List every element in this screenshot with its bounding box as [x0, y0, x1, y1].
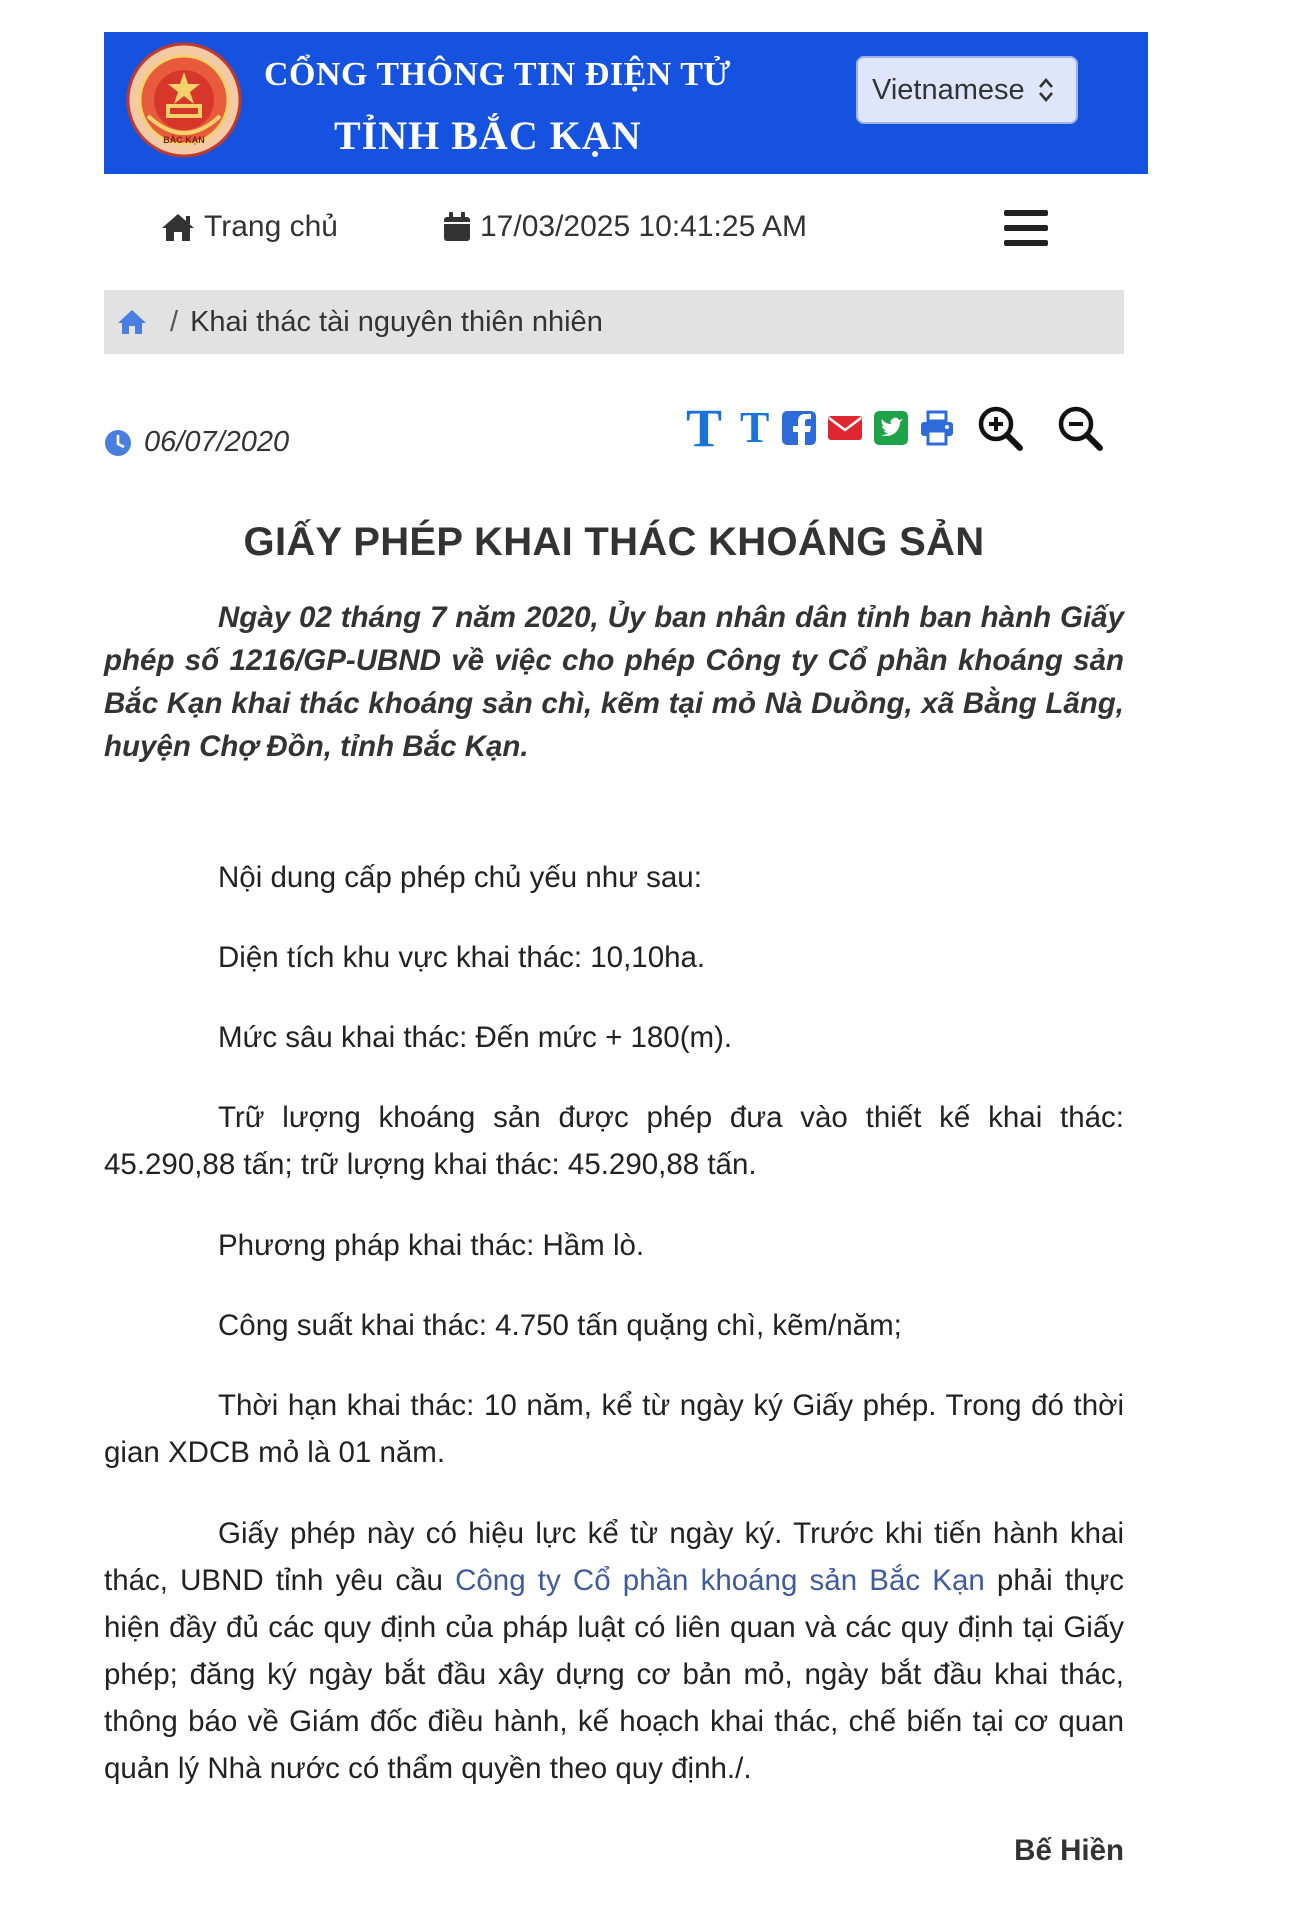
breadcrumb [104, 290, 1124, 354]
province-seal-logo[interactable] [126, 42, 242, 158]
article-title: GIẤY PHÉP KHAI THÁC KHOÁNG SẢN [243, 520, 985, 564]
hamburger-icon[interactable] [1004, 208, 1048, 248]
publish-date [104, 426, 289, 459]
article-paragraph: Trữ lượng khoáng sản được phép đưa vào thiết kế khai thác: 45.290,88 tấn; trữ lượng khai thác: 45.290,88 tấn. [104, 1101, 1124, 1181]
article-paragraph-final [104, 1510, 1124, 1792]
font-increase-button[interactable]: T [686, 398, 723, 458]
zoom-out-icon[interactable] [1057, 405, 1103, 451]
article-paragraph: Thời hạn khai thác: 10 năm, kể từ ngày ký Giấy phép. Trong đó thời gian XDCB mỏ là 01 năm. [104, 1389, 1124, 1469]
paragraph-text: Giấy phép này có hiệu lực kể từ ngày ký. Trước khi tiến hành khai thác, UBND tỉnh yêu cầu [104, 1517, 1124, 1597]
article-paragraph: Phương pháp khai thác: Hầm lò. [218, 1229, 645, 1262]
article-lead: Ngày 02 tháng 7 năm 2020, Ủy ban nhân dân tỉnh ban hành Giấy phép số 1216/GP-UBND về việc cho phép Công ty Cổ phần khoáng sản Bắc Kạn khai thác khoáng sản chì, kẽm tại mỏ Nà Duồng, xã Bằng Lãng, huyện Chợ Đồn, tỉnh Bắc Kạn. [104, 601, 1124, 763]
home-link[interactable] [160, 210, 338, 244]
article-paragraph: Mức sâu khai thác: Đến mức + 180(m). [218, 1021, 733, 1054]
article-paragraph: Công suất khai thác: 4.750 tấn quặng chì, kẽm/năm; [218, 1309, 902, 1342]
publish-date-text: 06/07/2020 [144, 426, 290, 458]
paragraph-text: phải thực hiện đầy đủ các quy định của pháp luật có liên quan và các quy định tại Giấy phép; đăng ký ngày bắt đầu xây dựng cơ bản mỏ, ngày bắt đầu khai thác, thông báo về Giám đốc điều hành, kế hoạch khai thác, chế biến tại cơ quan quản lý Nhà nước có thẩm quyền theo quy định./. [104, 1564, 1124, 1785]
seal-caption: BẮC KẠN [163, 135, 205, 145]
current-datetime [442, 210, 807, 244]
portal-name: CỔNG THÔNG TIN ĐIỆN TỬ [264, 56, 731, 93]
home-label: Trang chủ [204, 210, 338, 243]
language-select[interactable] [856, 56, 1078, 124]
font-decrease-button[interactable]: T [740, 403, 770, 452]
province-name: TỈNH BẮC KẠN [334, 113, 642, 158]
email-icon[interactable] [827, 410, 863, 446]
site-header [104, 32, 1148, 174]
top-nav [104, 200, 1148, 264]
article-tools [686, 400, 1125, 456]
zoom-in-icon[interactable] [977, 405, 1023, 451]
datetime-text: 17/03/2025 10:41:25 AM [480, 210, 807, 243]
print-icon[interactable] [919, 410, 955, 446]
breadcrumb-separator: / [170, 305, 179, 338]
article-paragraph: Diện tích khu vực khai thác: 10,10ha. [218, 941, 706, 974]
company-link[interactable]: Công ty Cổ phần khoáng sản Bắc Kạn [455, 1564, 985, 1597]
facebook-icon[interactable] [781, 410, 817, 446]
article-paragraph: Nội dung cấp phép chủ yếu như sau: [218, 861, 702, 894]
language-value: Vietnamese [872, 73, 1025, 106]
calendar-icon [442, 211, 472, 243]
twitter-icon[interactable] [873, 410, 909, 446]
article-author: Bế Hiền [1014, 1834, 1124, 1867]
home-icon[interactable] [116, 308, 148, 336]
breadcrumb-current[interactable]: Khai thác tài nguyên thiên nhiên [190, 305, 603, 338]
chevron-up-down-icon [1037, 75, 1055, 105]
clock-icon [104, 429, 132, 457]
home-icon [160, 211, 196, 243]
